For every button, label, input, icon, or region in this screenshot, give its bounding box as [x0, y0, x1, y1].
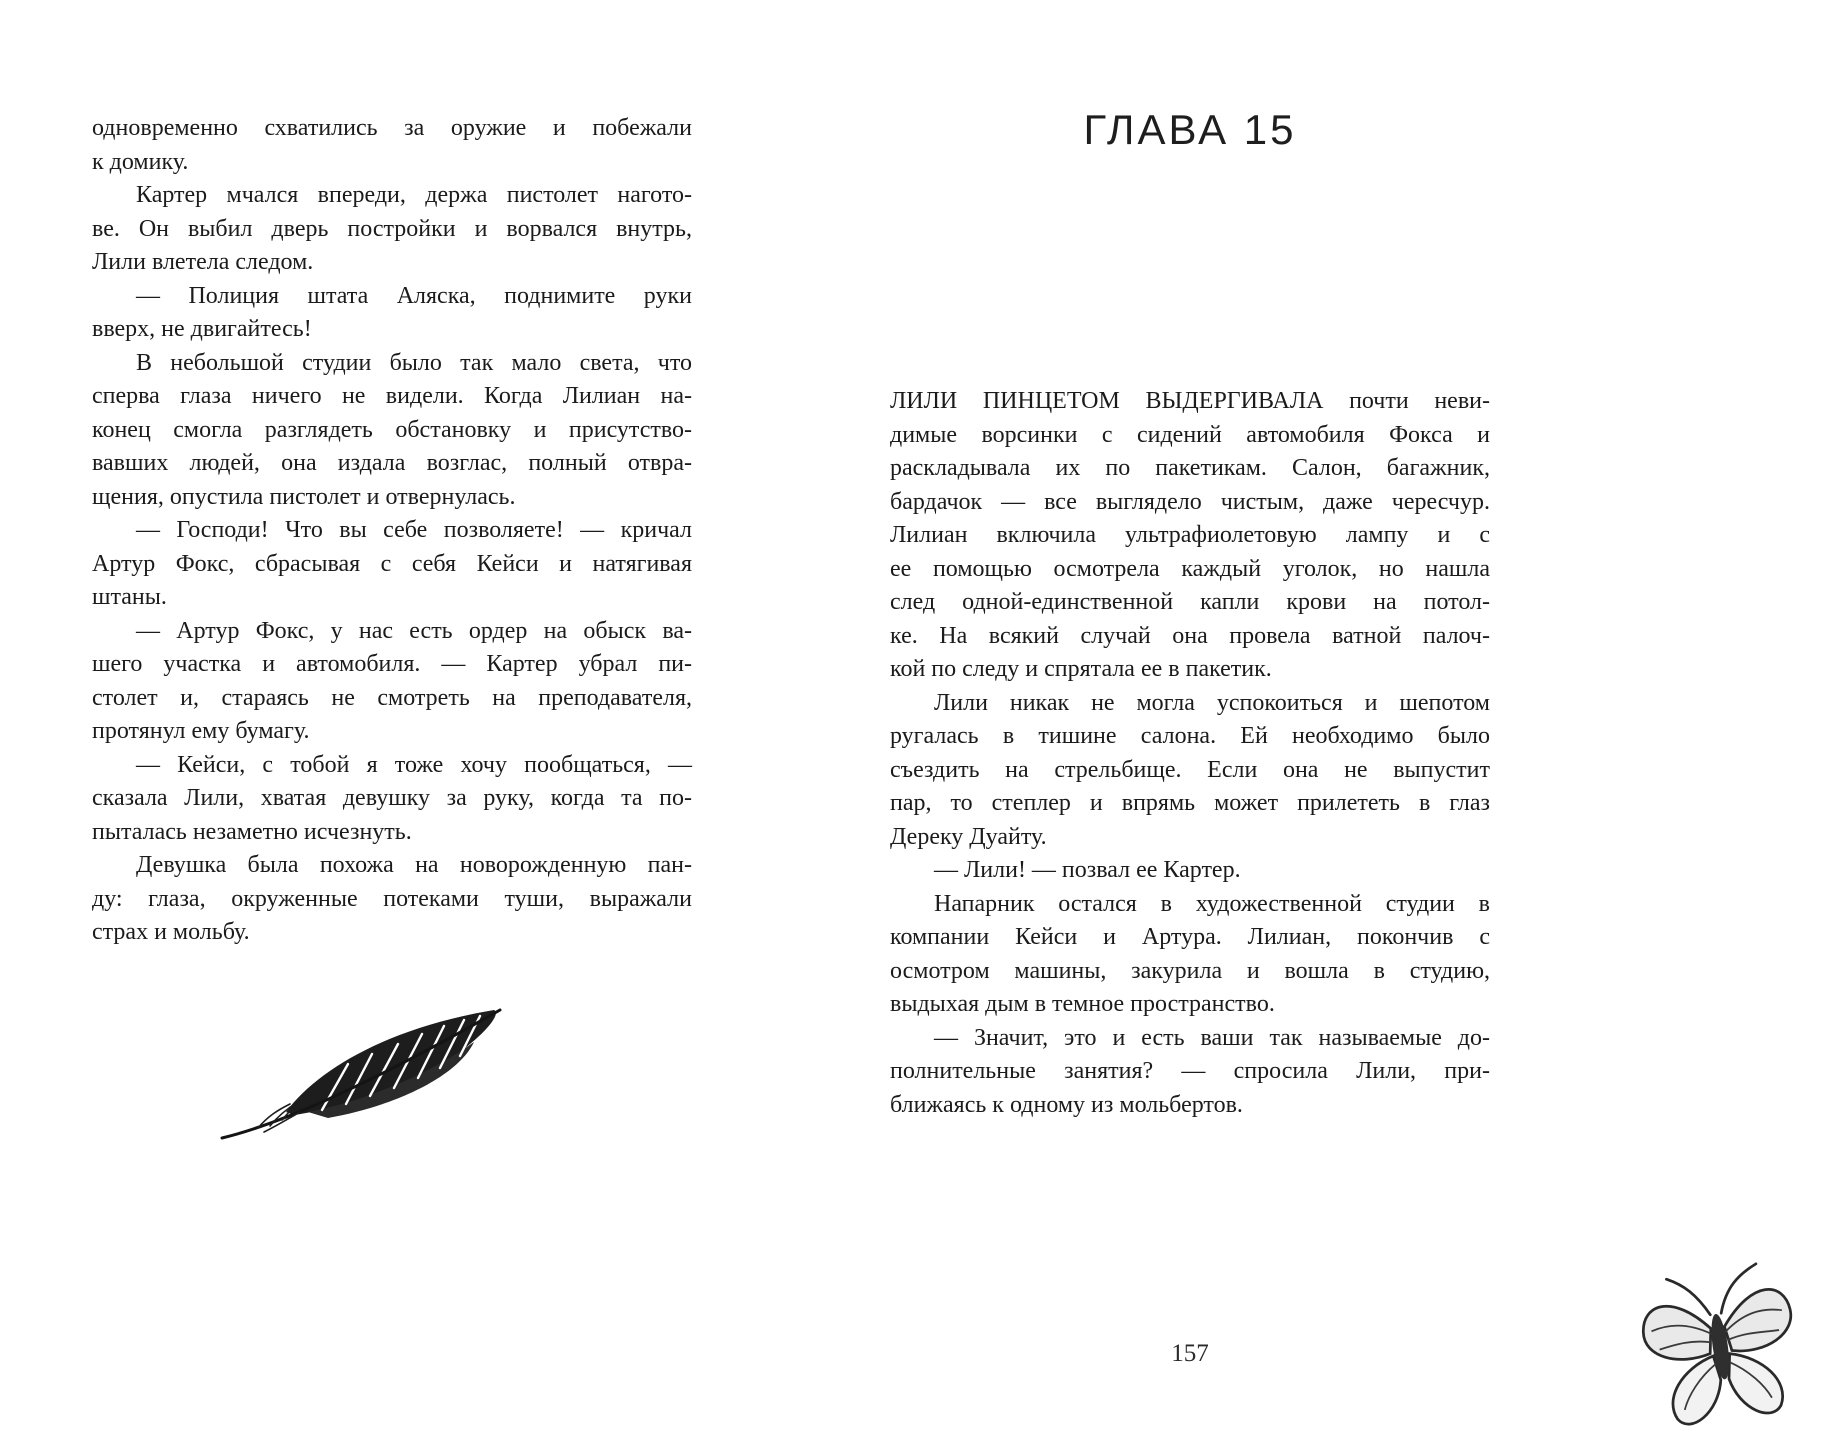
text-line: пар, то степлер и впрямь может прилететь в глаз	[890, 790, 1490, 816]
text-line: съездить на стрельбище. Если она не выпустит	[890, 756, 1490, 783]
text-line: сказала Лили, хватая девушку за руку, когда та по-	[92, 785, 692, 811]
text-line: щения, опустила пистолет и отвернулась.	[92, 483, 516, 510]
text-line: ду: глаза, окруженные потеками туши, выражали	[92, 885, 692, 912]
text-line: одновременно схватились за оружие и побежали	[92, 115, 692, 141]
paragraph	[92, 347, 692, 515]
left-page-text	[92, 112, 692, 950]
text-line: ве. Он выбил дверь постройки и ворвался внутрь,	[92, 215, 692, 242]
text-line: димые ворсинки с сидений автомобиля Фокса и	[890, 421, 1490, 448]
paragraph	[890, 687, 1490, 855]
text-line: кой по следу и спрятала ее в пакетик.	[890, 656, 1272, 682]
text-line: след одной-единственной капли крови на потол-	[890, 589, 1490, 615]
text-line: Девушка была похожа на новорожденную пан-	[136, 852, 692, 878]
text-line: ЛИЛИ ПИНЦЕТОМ ВЫДЕРГИВАЛА почти неви-	[890, 388, 1490, 414]
text-line: конец смогла разглядеть обстановку и присутство-	[92, 416, 692, 443]
text-line: Артур Фокс, сбрасывая с себя Кейси и натягивая	[92, 550, 692, 577]
paragraph	[92, 112, 692, 179]
text-line: протянул ему бумагу.	[92, 718, 310, 744]
text-line: — Артур Фокс, у нас есть ордер на обыск ва-	[136, 617, 692, 644]
paragraph	[92, 749, 692, 850]
text-line: пыталась незаметно исчезнуть.	[92, 818, 412, 845]
butterfly-icon	[1626, 1247, 1814, 1448]
paragraph	[92, 280, 692, 347]
text-line: бардачок — все выглядело чистым, даже чересчур.	[890, 488, 1490, 515]
paragraph	[890, 888, 1490, 1022]
text-line: ее помощью осмотрела каждый уголок, но нашла	[890, 555, 1490, 582]
text-line: Напарник остался в художественной студии в	[934, 890, 1490, 917]
text-line: осмотром машины, закурила и вошла в студию,	[890, 957, 1490, 984]
text-line: ближаясь к одному из мольбертов.	[890, 1091, 1243, 1118]
text-line: ругалась в тишине салона. Ей необходимо было	[890, 723, 1490, 749]
paragraph	[890, 385, 1490, 687]
text-line: столет и, стараясь не смотреть на преподавателя,	[92, 684, 692, 711]
text-line: компании Кейси и Артура. Лилиан, покончив с	[890, 924, 1490, 950]
text-line: Лилиан включила ультрафиолетовую лампу и с	[890, 522, 1490, 548]
text-line: сперва глаза ничего не видели. Когда Лилиан на-	[92, 383, 692, 409]
text-line: к домику.	[92, 148, 189, 175]
text-line: — Значит, это и есть ваши так называемые до-	[934, 1024, 1490, 1051]
page-number: 157	[1171, 1340, 1209, 1367]
paragraph	[92, 615, 692, 749]
text-line: вавших людей, она издала возглас, полный отвра-	[92, 450, 692, 476]
paragraph	[92, 514, 692, 615]
text-line: — Лили! — позвал ее Картер.	[934, 857, 1241, 883]
chapter-heading: ГЛАВА 15	[1083, 106, 1297, 153]
feather-icon	[212, 998, 522, 1148]
text-line: В небольшой студии было так мало света, что	[136, 349, 692, 376]
paragraph	[92, 849, 692, 950]
text-line: шего участка и автомобиля. — Картер убрал пи-	[92, 651, 692, 677]
text-line: штаны.	[92, 584, 167, 610]
right-page-text	[890, 385, 1490, 1122]
paragraph	[92, 179, 692, 280]
text-line: — Господи! Что вы себе позволяете! — кричал	[136, 517, 692, 543]
text-line: раскладывала их по пакетикам. Салон, багажник,	[890, 455, 1490, 481]
text-line: Лили влетела следом.	[92, 249, 314, 275]
paragraph	[890, 1022, 1490, 1123]
feather-illustration	[212, 998, 522, 1148]
text-line: ке. На всякий случай она провела ватной палоч-	[890, 622, 1490, 649]
text-line: Дереку Дуайту.	[890, 823, 1047, 850]
butterfly-illustration	[1626, 1247, 1814, 1448]
text-line: — Полиция штата Аляска, поднимите руки	[136, 282, 692, 309]
text-line: страх и мольбу.	[92, 919, 250, 945]
paragraph	[890, 854, 1490, 888]
text-line: Лили никак не могла успокоиться и шепотом	[934, 689, 1490, 716]
text-line: Картер мчался впереди, держа пистолет нагото-	[136, 182, 692, 208]
text-line: выдыхая дым в темное пространство.	[890, 991, 1275, 1017]
text-line: — Кейси, с тобой я тоже хочу пообщаться, —	[136, 751, 692, 778]
text-line: вверх, не двигайтесь!	[92, 316, 312, 342]
text-line: полнительные занятия? — спросила Лили, при-	[890, 1058, 1490, 1084]
